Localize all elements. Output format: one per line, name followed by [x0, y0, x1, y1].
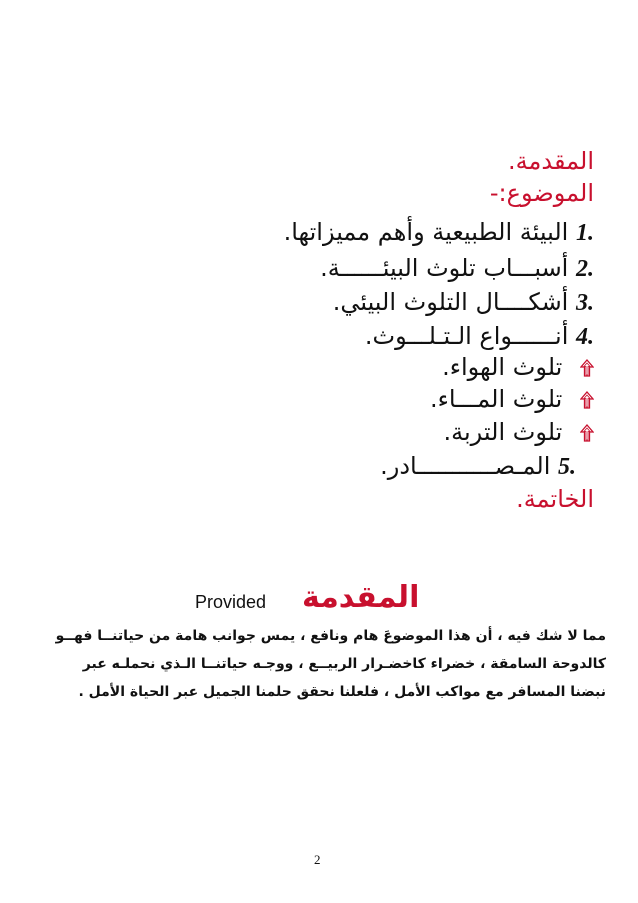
double-up-arrow-icon	[580, 391, 594, 409]
toc-item-number: .3	[576, 290, 594, 316]
toc-subitem-2	[430, 385, 594, 413]
toc-item-text: أنــــــواع الـتـلـــوث.	[364, 322, 569, 350]
toc-conclusion: الخاتمة.	[516, 485, 594, 513]
toc-subitem-1	[442, 353, 594, 381]
toc-item-text: أسبـــاب تلوث البيئــــــة.	[320, 254, 569, 282]
toc-item-text: البيئة الطبيعية وأهم مميزاتها.	[283, 218, 569, 246]
toc-topic: الموضوع:-	[489, 179, 594, 207]
double-up-arrow-icon	[580, 359, 594, 377]
paragraph-line-3: نبضنا المسافر مع مواكب الأمل ، فلعلنا نحقق حلمنا الجميل عبر الحياة الأمل .	[78, 684, 606, 700]
toc-item-2	[320, 254, 594, 283]
toc-subitem-3	[443, 418, 594, 446]
toc-subitem-text: تلوث الهواء.	[442, 353, 563, 381]
toc-item-number: .4	[576, 324, 594, 350]
toc-item-number: .5	[558, 454, 576, 480]
toc-item-number: .2	[576, 256, 594, 282]
toc-item-number: .1	[576, 220, 594, 246]
toc-item-4	[365, 322, 594, 351]
toc-intro: المقدمة.	[508, 147, 594, 175]
section-heading: المقدمة	[302, 580, 420, 615]
page-number: 2	[314, 852, 321, 867]
toc-item-text: المـصـــــــــــادر.	[380, 452, 551, 480]
double-up-arrow-icon	[580, 424, 594, 442]
toc-item-5	[380, 452, 576, 481]
toc-item-1	[284, 218, 594, 247]
toc-item-3	[333, 288, 594, 317]
toc-item-text: أشكــــال التلوث البيئي.	[332, 288, 569, 316]
paragraph-line-2: كالدوحة السامقة ، خضراء كاخضـرار الربيــع ، ووجـه حياتنــا الـذي نحملـه عبر	[82, 656, 606, 672]
paragraph-line-1: مما لا شك فيه ، أن هذا الموضوعَ هام ونافع ، يمس جوانب هامة من حياتنــا فهــو	[55, 628, 606, 644]
provided-label: Provided	[195, 592, 267, 612]
toc-subitem-text: تلوث المـــاء.	[429, 385, 563, 413]
toc-subitem-text: تلوث التربة.	[443, 418, 563, 446]
